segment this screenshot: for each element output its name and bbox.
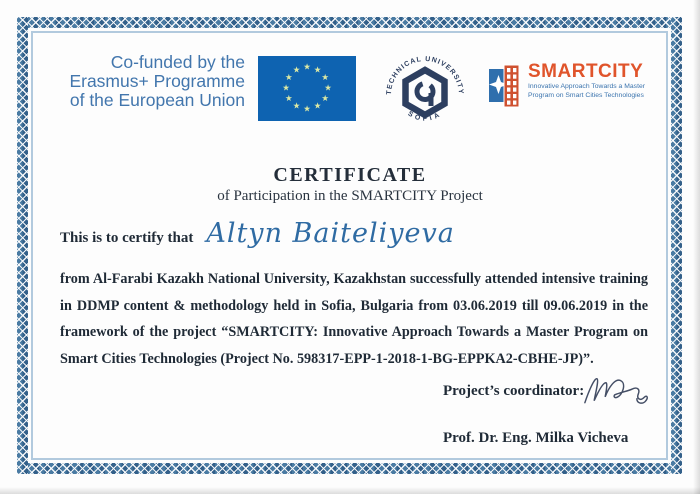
erasmus-credit-line: Erasmus+ Programme bbox=[69, 71, 245, 91]
svg-text:★: ★ bbox=[292, 101, 301, 112]
svg-text:★: ★ bbox=[313, 101, 322, 112]
smartcity-wordmark: SMARTCITY bbox=[528, 61, 644, 82]
certificate-subheading: of Participation in the SMARTCITY Project bbox=[217, 188, 483, 204]
lattice-border-right bbox=[671, 17, 682, 474]
svg-text:★: ★ bbox=[321, 73, 330, 83]
tu-sofia-logo-icon bbox=[382, 49, 468, 135]
svg-text:★: ★ bbox=[284, 73, 293, 83]
smartcity-building-icon bbox=[504, 65, 519, 107]
svg-text:★: ★ bbox=[303, 104, 311, 115]
coordinator-label: Project’s coordinator: bbox=[443, 383, 585, 399]
recipient-row bbox=[60, 218, 455, 249]
smartcity-logo-text bbox=[528, 61, 663, 100]
recipient-name: Altyn Baiteliyeva bbox=[206, 218, 455, 249]
smartcity-logo-icon bbox=[489, 61, 523, 111]
lattice-border-bottom bbox=[17, 463, 682, 474]
svg-text:★: ★ bbox=[282, 83, 290, 94]
eu-flag-icon bbox=[258, 56, 356, 121]
erasmus-credit-line: Co-funded by the bbox=[110, 52, 245, 72]
smartcity-tagline-line1: Innovative Approach Towards a Master bbox=[528, 83, 645, 90]
erasmus-credit bbox=[40, 53, 245, 110]
svg-text:★: ★ bbox=[321, 94, 330, 104]
smartcity-tagline-line2: Program on Smart Cities Technologies bbox=[528, 91, 644, 99]
erasmus-credit-line: of the European Union bbox=[69, 90, 245, 110]
svg-text:★: ★ bbox=[303, 62, 311, 73]
lattice-border-top bbox=[17, 17, 682, 28]
tu-sofia-emblem-icon bbox=[406, 70, 445, 115]
svg-text:★: ★ bbox=[292, 65, 301, 76]
svg-text:TECHNICAL UNIVERSITY bbox=[386, 56, 464, 95]
tu-sofia-arc-top-text: TECHNICAL UNIVERSITY bbox=[385, 55, 465, 96]
scan-edge-right bbox=[693, 0, 700, 494]
svg-text:★: ★ bbox=[284, 94, 293, 104]
svg-text:★: ★ bbox=[324, 83, 332, 94]
certificate-body-paragraph: from Al-Farabi Kazakh National University, Kazakhstan successfully attended intensive training in DDMP content & methodology held in Sofia, Bulgaria from 03.06.2019 till 09.06.2019 in the framework of the project “SMARTCITY: Innovative Approach Towards a Master Program on Smart Cities Technologies (Project No. 598317-EPP-1-2018-1-BG-EPPKA2-CBHE-JP)”. bbox=[60, 271, 648, 367]
coordinator-name: Prof. Dr. Eng. Milka Vicheva bbox=[443, 430, 629, 446]
svg-text:★: ★ bbox=[313, 65, 322, 76]
coordinator-signature bbox=[580, 370, 658, 412]
lattice-border-left bbox=[17, 17, 28, 474]
certify-label: This is to certify that bbox=[60, 230, 194, 246]
certificate-heading: CERTIFICATE bbox=[273, 164, 427, 186]
tu-sofia-arc-bottom-text: SOFIA bbox=[406, 110, 444, 123]
scan-edge-bottom bbox=[0, 487, 700, 494]
